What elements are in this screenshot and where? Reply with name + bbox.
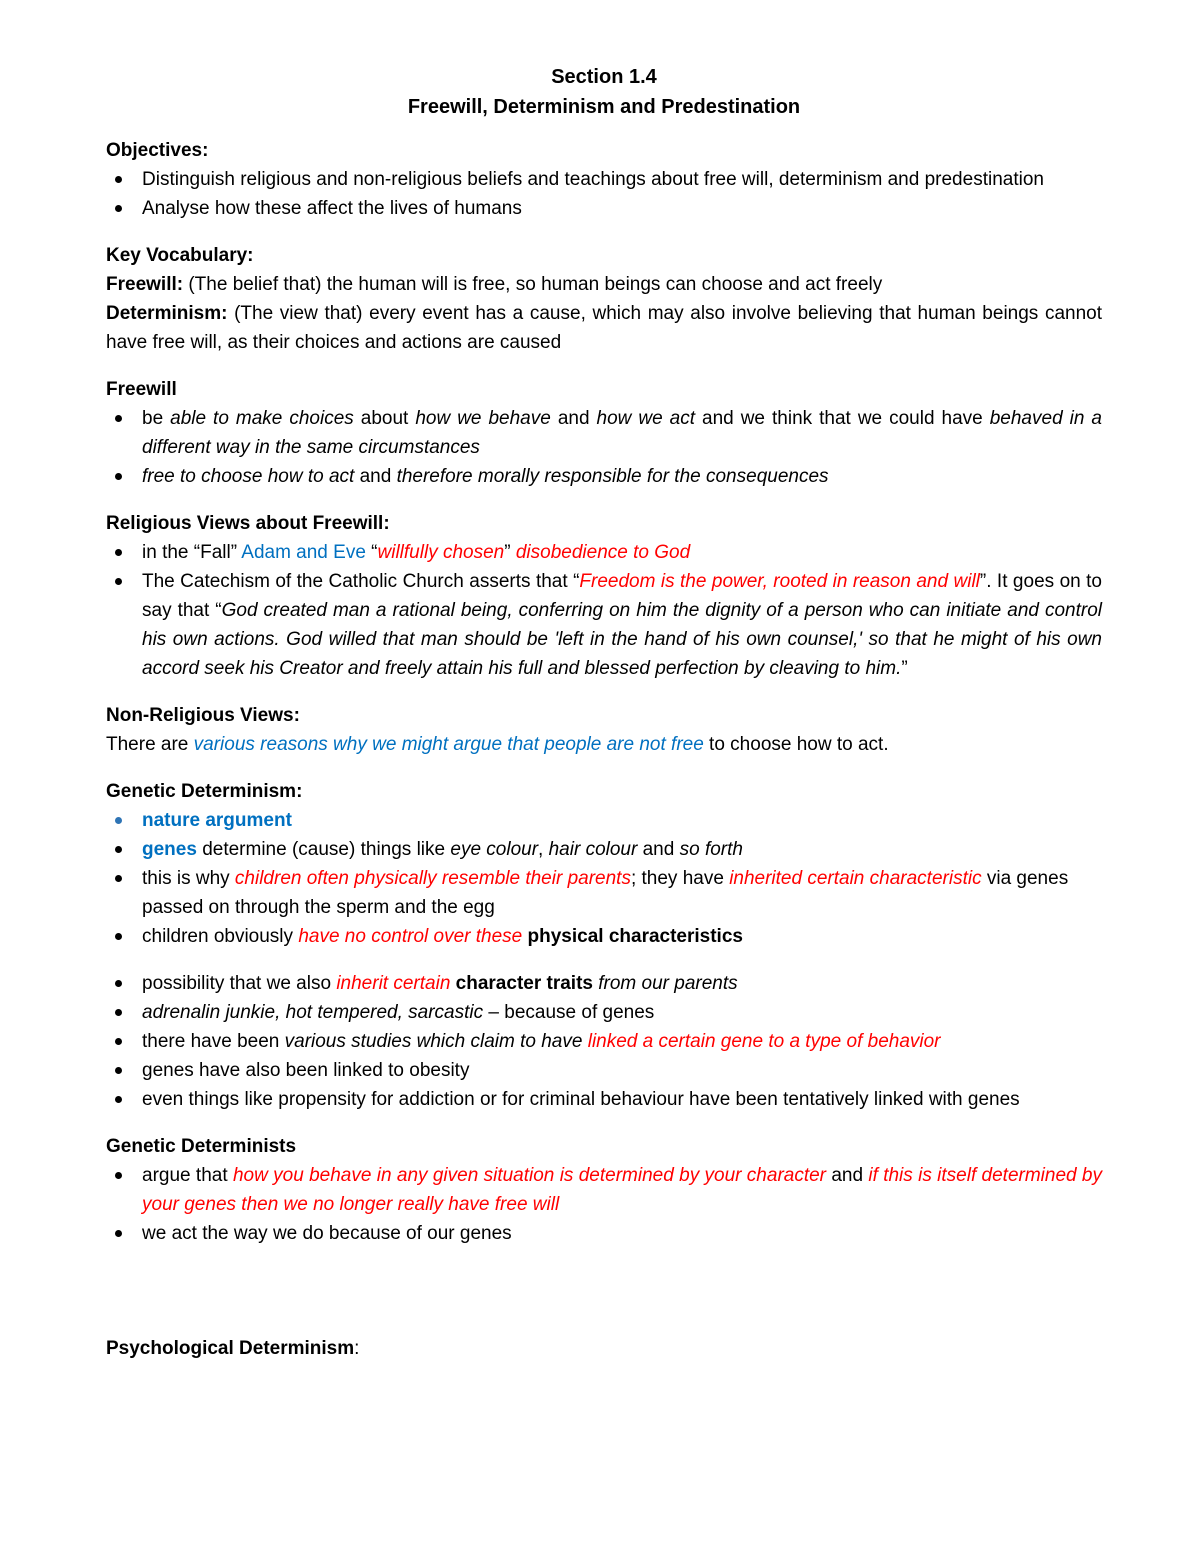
text-run: there have been xyxy=(142,1031,285,1052)
list-item xyxy=(106,806,1102,835)
freewill-list xyxy=(106,404,1102,491)
list-item xyxy=(106,835,1102,864)
text-run: free to choose how to act xyxy=(142,466,355,487)
objectives-list xyxy=(106,165,1102,223)
list-item: even things like propensity for addiction or for criminal behaviour have been tentatively linked with genes xyxy=(106,1085,1102,1114)
list-item: we act the way we do because of our genes xyxy=(106,1219,1102,1248)
text-run: to choose how to act. xyxy=(703,734,889,755)
term-freewill: Freewill: xyxy=(106,274,184,295)
text-run: There are xyxy=(106,734,194,755)
text-run: so forth xyxy=(679,839,743,860)
list-item xyxy=(106,404,1102,462)
text-run: children obviously xyxy=(142,926,299,947)
text-run: various reasons why we might argue that people are not free xyxy=(193,734,704,755)
text-run: have no control over these xyxy=(298,926,523,947)
text-run: ”. It goes on to say that “ xyxy=(142,571,1102,621)
text-run: argue that xyxy=(142,1165,233,1186)
paragraph-spacer xyxy=(106,951,1102,969)
text-run: The Catechism of the Catholic Church asserts that “ xyxy=(142,571,580,592)
text-run: in the “Fall” xyxy=(142,542,242,563)
text-run: and xyxy=(826,1165,869,1186)
text-run: and xyxy=(354,466,397,487)
list-item xyxy=(106,1161,1102,1219)
text-run: determine (cause) things like xyxy=(196,839,451,860)
text-run: genes xyxy=(142,839,197,860)
list-item xyxy=(106,462,1102,491)
genetic-list-continued xyxy=(106,969,1102,1114)
text-run: this is why xyxy=(142,868,235,889)
text-run: ” xyxy=(504,542,516,563)
text-run: eye colour xyxy=(450,839,539,860)
text-run: ; they have xyxy=(630,868,730,889)
text-run: God created man a rational being, conferring on him the dignity of a person who can initiate and control his own actions. God willed that man should be 'left in the hand of his own counsel,' so that he might of his own accord seek his Creator and freely attain his full and blessed perfection by cleaving to him. xyxy=(142,600,1102,679)
list-item xyxy=(106,538,1102,567)
text-run: disobedience to God xyxy=(515,542,691,563)
list-item xyxy=(106,922,1102,951)
text-run: linked a certain gene to a type of behavior xyxy=(587,1031,941,1052)
text-run: inherit certain xyxy=(336,973,451,994)
list-item: Distinguish religious and non-religious beliefs and teachings about free will, determinism and predestination xyxy=(106,165,1102,194)
list-item xyxy=(106,1027,1102,1056)
text-run: various studies which claim to have xyxy=(284,1031,583,1052)
list-item xyxy=(106,567,1102,683)
text-run: hair colour xyxy=(548,839,638,860)
text-run: from our parents xyxy=(598,973,738,994)
text-run: character traits xyxy=(455,973,593,994)
text-run: adrenalin junkie, hot tempered, sarcastic xyxy=(142,1002,484,1023)
vocabulary-determinism xyxy=(106,299,1102,357)
text-run: able to make choices xyxy=(170,408,354,429)
definition-determinism: (The view that) every event has a cause, which may also involve believing that human beings cannot have free will, as their choices and actions are caused xyxy=(106,303,1102,353)
text-run: and we think that we could have xyxy=(695,408,990,429)
psychological-colon: : xyxy=(354,1338,360,1359)
text-run: therefore morally responsible for the consequences xyxy=(396,466,829,487)
objectives-heading: Objectives: xyxy=(106,140,209,161)
religious-list xyxy=(106,538,1102,683)
definition-freewill: (The belief that) the human will is free, so human beings can choose and act freely xyxy=(183,274,883,295)
text-run: how we behave xyxy=(415,408,551,429)
text-run: ” xyxy=(901,658,908,679)
religious-heading: Religious Views about Freewill: xyxy=(106,513,390,534)
determinists-list xyxy=(106,1161,1102,1248)
text-run: children often physically resemble their parents xyxy=(234,868,631,889)
text-run: and xyxy=(637,839,680,860)
vocabulary-freewill xyxy=(106,270,1102,299)
text-run: how we act xyxy=(596,408,696,429)
list-item xyxy=(106,998,1102,1027)
list-item xyxy=(106,969,1102,998)
nonreligious-heading: Non-Religious Views: xyxy=(106,705,300,726)
text-run: Adam and Eve xyxy=(241,542,366,563)
text-run: – because of genes xyxy=(483,1002,655,1023)
text-run: willfully chosen xyxy=(377,542,505,563)
freewill-heading: Freewill xyxy=(106,379,177,400)
text-run: physical characteristics xyxy=(527,926,743,947)
text-run: nature argument xyxy=(142,810,292,831)
text-run: and xyxy=(550,408,597,429)
text-run: behaved in a different way in the same circumstances xyxy=(142,408,1102,458)
text-run: inherited certain characteristic xyxy=(729,868,982,889)
text-run: about xyxy=(353,408,416,429)
document-page xyxy=(106,62,1102,1363)
determinists-heading: Genetic Determinists xyxy=(106,1136,297,1157)
text-run: possibility that we also xyxy=(142,973,337,994)
nonreligious-text xyxy=(106,730,1102,759)
section-number: Section 1.4 xyxy=(551,66,657,88)
genetic-heading: Genetic Determinism: xyxy=(106,781,303,802)
text-run: if this is itself determined by your genes then we no longer really have free will xyxy=(142,1165,1102,1215)
text-run: Freedom is the power, rooted in reason and will xyxy=(579,571,980,592)
list-item: Analyse how these affect the lives of humans xyxy=(106,194,1102,223)
text-run: how you behave in any given situation is determined by your character xyxy=(232,1165,827,1186)
psychological-heading: Psychological Determinism xyxy=(106,1338,355,1359)
list-item: genes have also been linked to obesity xyxy=(106,1056,1102,1085)
list-item xyxy=(106,864,1102,922)
term-determinism: Determinism: xyxy=(106,303,228,324)
text-run: , xyxy=(538,839,549,860)
vocabulary-heading: Key Vocabulary: xyxy=(106,245,254,266)
section-title: Freewill, Determinism and Predestination xyxy=(407,96,801,118)
text-run: be xyxy=(142,408,171,429)
text-run: “ xyxy=(365,542,378,563)
psychological-heading-line xyxy=(106,1334,1102,1363)
genetic-list xyxy=(106,806,1102,951)
text-run: via genes passed on through the sperm and the egg xyxy=(142,868,1069,918)
